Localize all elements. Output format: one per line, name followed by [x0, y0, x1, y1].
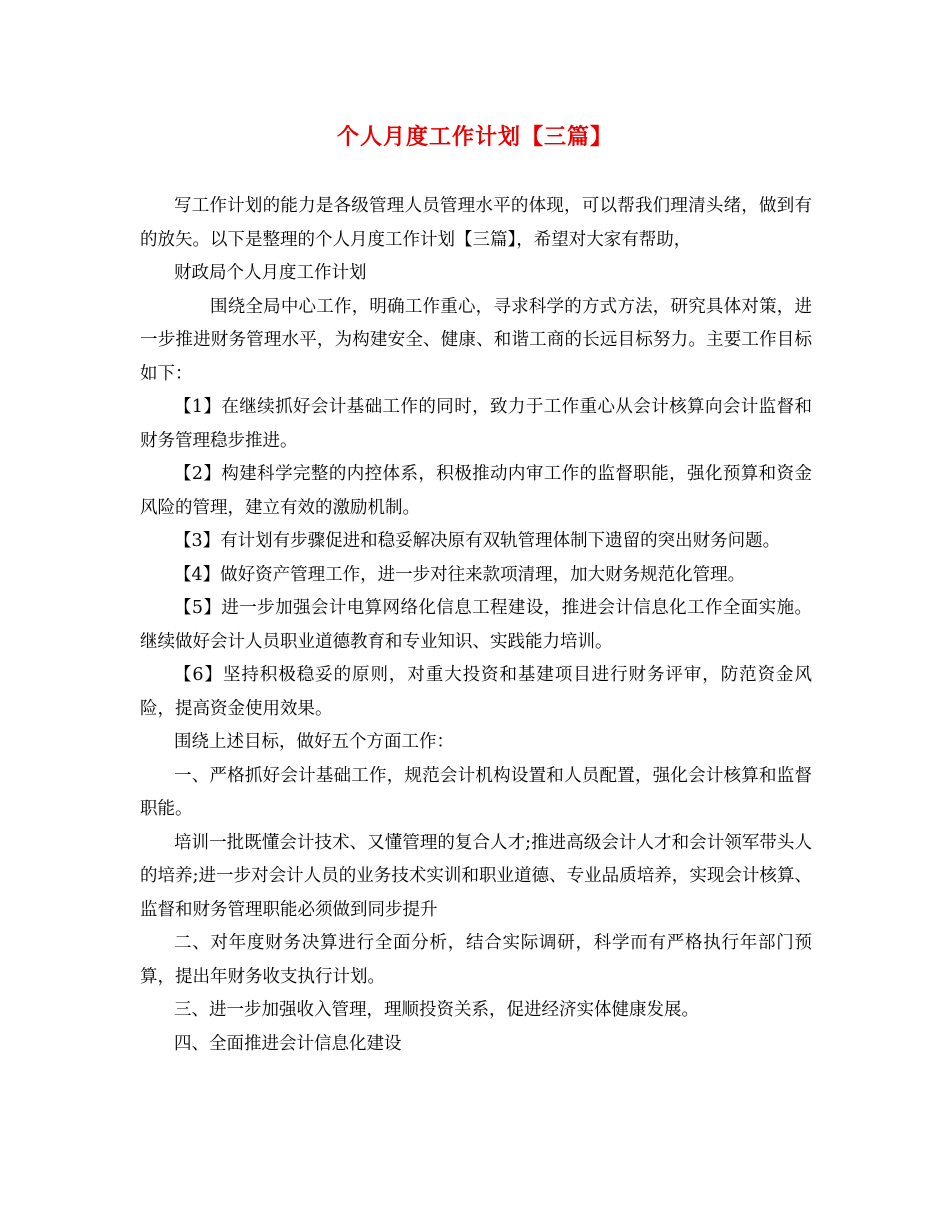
goal-item-3: 【3】有计划有步骤促进和稳妥解决原有双轨管理体制下遗留的突出财务问题。: [174, 531, 781, 551]
work-item-2: 二、对年度财务决算进行全面分析，结合实际调研，科学而有严格执行年部门预算，提出年财务收支执行计划。: [140, 933, 812, 987]
section-heading: 财政局个人月度工作计划: [174, 263, 367, 283]
goal-item-1: 【1】在继续抓好会计基础工作的同时，致力于工作重心从会计核算向会计监督和财务管理稳步推进。: [140, 397, 812, 451]
work-item-3: 三、进一步加强收入管理，理顺投资关系，促进经济实体健康发展。: [174, 1000, 699, 1020]
document-body: [140, 190, 812, 1061]
training-paragraph: 培训一批既懂会计技术、又懂管理的复合人才;推进高级会计人才和会计领军带头人的培养;进一步对会计人员的业务技术实训和职业道德、专业品质培养，实现会计核算、监督和财务管理职能必须做到同步提升: [140, 832, 812, 920]
document-title: 个人月度工作计划【三篇】: [336, 125, 613, 150]
work-item-4: 四、全面推进会计信息化建设: [174, 1033, 402, 1054]
goal-item-2: 【2】构建科学完整的内控体系，积极推动内审工作的监督职能，强化预算和资金风险的管理，建立有效的激励机制。: [140, 464, 812, 518]
goal-item-5: 【5】进一步加强会计电算网络化信息工程建设，推进会计信息化工作全面实施。继续做好会计人员职业道德教育和专业知识、实践能力培训。: [140, 598, 812, 652]
overview-paragraph: 围绕全局中心工作，明确工作重心，寻求科学的方式方法，研究具体对策，进一步推进财务管理水平，为构建安全、健康、和谐工商的长远目标努力。主要工作目标如下：: [140, 296, 812, 384]
work-item-1: 一、严格抓好会计基础工作，规范会计机构设置和人员配置，强化会计核算和监督职能。: [140, 765, 812, 819]
goal-item-6: 【6】坚持积极稳妥的原则，对重大投资和基建项目进行财务评审，防范资金风险，提高资金使用效果。: [140, 665, 812, 719]
work-intro-paragraph: 围绕上述目标，做好五个方面工作：: [174, 732, 454, 752]
goal-item-4: 【4】做好资产管理工作，进一步对往来款项清理，加大财务规范化管理。: [174, 564, 746, 585]
intro-paragraph: 写工作计划的能力是各级管理人员管理水平的体现，可以帮我们理清头绪，做到有的放矢。以下是整理的个人月度工作计划【三篇】，希望对大家有帮助，: [140, 196, 812, 250]
